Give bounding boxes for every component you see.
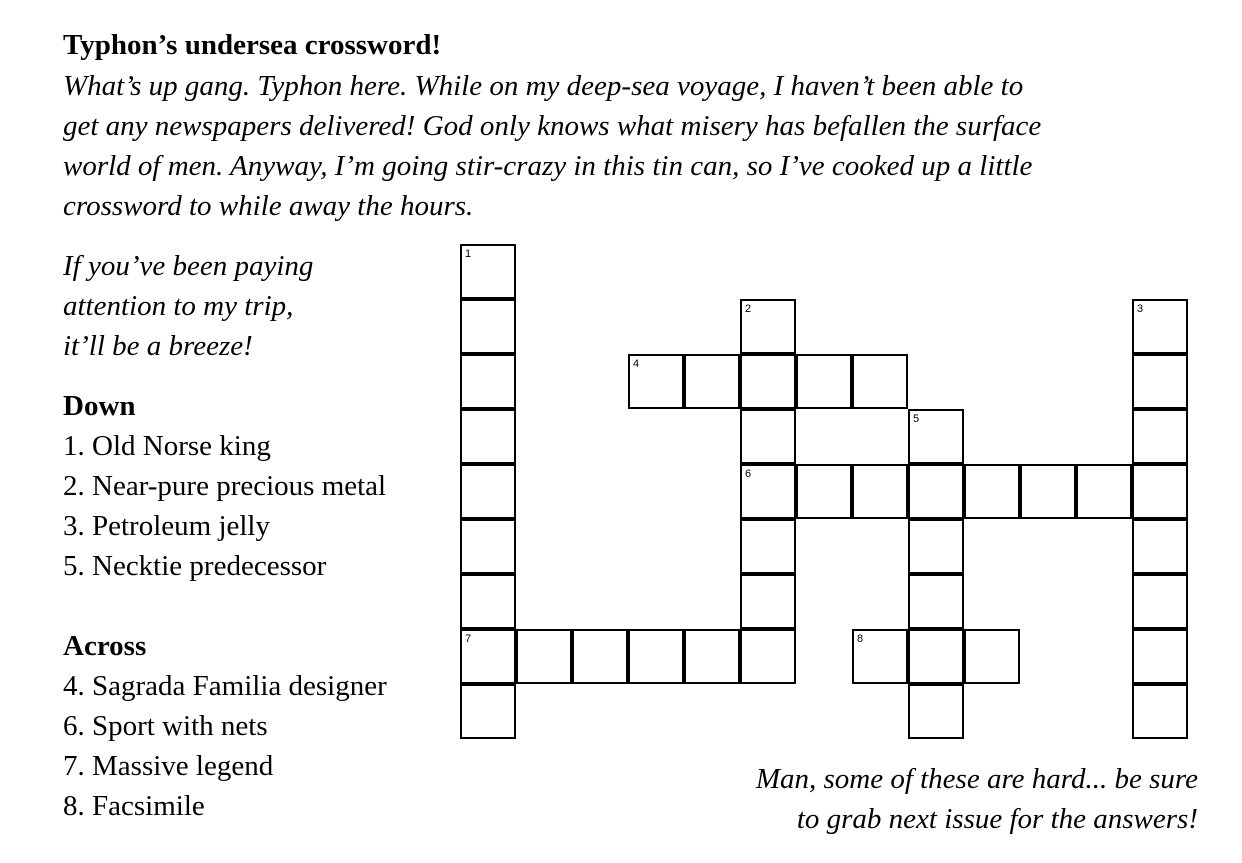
hint-line: it’ll be a breeze!: [63, 330, 253, 362]
crossword-cell[interactable]: [796, 464, 852, 519]
hint-line: If you’ve been paying: [63, 250, 314, 282]
crossword-cell[interactable]: [516, 629, 572, 684]
crossword-cell[interactable]: [852, 354, 908, 409]
down-clue: 3. Petroleum jelly: [63, 510, 270, 542]
crossword-cell[interactable]: [1076, 464, 1132, 519]
clue-number: 8: [857, 633, 864, 645]
crossword-cell[interactable]: [460, 244, 516, 299]
crossword-cell[interactable]: [908, 574, 964, 629]
crossword-cell[interactable]: [1132, 299, 1188, 354]
crossword-cell[interactable]: [740, 519, 796, 574]
crossword-cell[interactable]: [628, 629, 684, 684]
across-clues: [63, 626, 387, 826]
crossword-cell[interactable]: [460, 629, 516, 684]
across-clue: 6. Sport with nets: [63, 710, 268, 742]
hint-line: attention to my trip,: [63, 290, 294, 322]
crossword-cell[interactable]: [684, 354, 740, 409]
across-heading: Across: [63, 630, 147, 662]
crossword-cell[interactable]: [1132, 464, 1188, 519]
crossword-cell[interactable]: [1132, 409, 1188, 464]
page-title: Typhon’s undersea crossword!: [63, 29, 442, 61]
crossword-cell[interactable]: [1132, 629, 1188, 684]
intro-line: get any newspapers delivered! God only knows what misery has befallen the surface: [63, 110, 1042, 142]
clue-number: 4: [633, 358, 640, 370]
crossword-cell[interactable]: [964, 464, 1020, 519]
down-clue: 1. Old Norse king: [63, 430, 271, 462]
down-clue: 2. Near-pure precious metal: [63, 470, 387, 502]
crossword-cell[interactable]: [740, 299, 796, 354]
crossword-cell[interactable]: [460, 574, 516, 629]
crossword-cell[interactable]: [1132, 684, 1188, 739]
crossword-cell[interactable]: [1132, 519, 1188, 574]
down-clue: 5. Necktie predecessor: [63, 550, 327, 582]
crossword-cell[interactable]: [1132, 574, 1188, 629]
intro-line: world of men. Anyway, I’m going stir-crazy in this tin can, so I’ve cooked up a little: [63, 150, 1033, 182]
crossword-cell[interactable]: [740, 409, 796, 464]
clue-number: 1: [465, 248, 472, 260]
clue-number: 3: [1137, 303, 1144, 315]
crossword-cell[interactable]: [740, 629, 796, 684]
crossword-cell[interactable]: [740, 354, 796, 409]
down-clues: [63, 386, 386, 586]
clue-number: 2: [745, 303, 752, 315]
crossword-cell[interactable]: [740, 464, 796, 519]
crossword-cell[interactable]: [684, 629, 740, 684]
crossword-cell[interactable]: [740, 574, 796, 629]
crossword-cell[interactable]: [460, 684, 516, 739]
crossword-cell[interactable]: [1020, 464, 1076, 519]
crossword-cell[interactable]: [852, 629, 908, 684]
crossword-cell[interactable]: [460, 464, 516, 519]
hint-text: [63, 246, 313, 366]
crossword-cell[interactable]: [460, 299, 516, 354]
crossword-cell[interactable]: [852, 464, 908, 519]
outro-line: to grab next issue for the answers!: [796, 803, 1198, 835]
clue-number: 5: [913, 413, 920, 425]
crossword-cell[interactable]: [908, 684, 964, 739]
down-heading: Down: [63, 390, 136, 422]
across-clue: 8. Facsimile: [63, 790, 205, 822]
across-clue: 7. Massive legend: [63, 750, 274, 782]
clue-number: 6: [745, 468, 752, 480]
clue-number: 7: [465, 633, 472, 645]
crossword-cell[interactable]: [908, 464, 964, 519]
outro-text: [756, 759, 1198, 839]
crossword-cell[interactable]: [460, 354, 516, 409]
crossword-cell[interactable]: [964, 629, 1020, 684]
intro-text: [63, 66, 1041, 226]
crossword-cell[interactable]: [908, 629, 964, 684]
crossword-cell[interactable]: [908, 519, 964, 574]
intro-line: What’s up gang. Typhon here. While on my deep-sea voyage, I haven’t been able to: [63, 70, 1024, 102]
crossword-cell[interactable]: [1132, 354, 1188, 409]
crossword-cell[interactable]: [908, 409, 964, 464]
crossword-cell[interactable]: [460, 409, 516, 464]
crossword-cell[interactable]: [572, 629, 628, 684]
intro-line: crossword to while away the hours.: [63, 190, 474, 222]
crossword-cell[interactable]: [460, 519, 516, 574]
outro-line: Man, some of these are hard... be sure: [755, 763, 1198, 795]
across-clue: 4. Sagrada Familia designer: [63, 670, 387, 702]
crossword-cell[interactable]: [796, 354, 852, 409]
crossword-cell[interactable]: [628, 354, 684, 409]
